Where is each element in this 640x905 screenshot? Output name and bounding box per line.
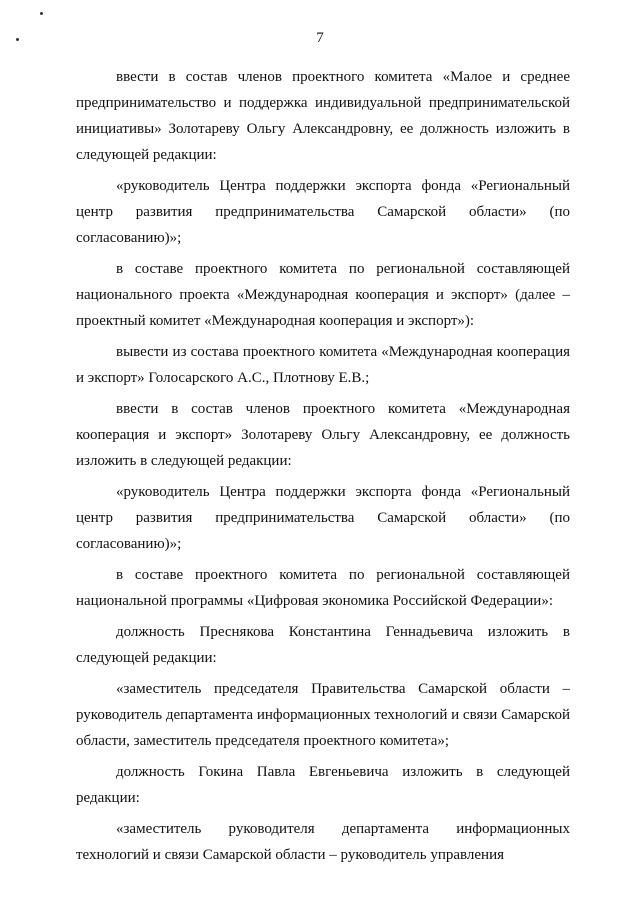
paragraph: вывести из состава проектного комитета «Международная кооперация и экспорт» Голосарского А.С., Плотнову Е.В.;: [76, 344, 570, 386]
paragraph: «руководитель Центра поддержки экспорта фонда «Региональный центр развития предпринимательства Самарской области» (по согласованию)»;: [76, 484, 570, 552]
paragraph: «заместитель председателя Правительства Самарской области – руководитель департамента информационных технологий и связи Самарской области, заместитель председателя проектного комитета»;: [76, 681, 570, 749]
paragraph: должность Гокина Павла Евгеньевича изложить в следующей редакции:: [76, 764, 570, 806]
paragraph: ввести в состав членов проектного комитета «Международная кооперация и экспорт» Золотареву Ольгу Александровну, ее должность изложить в следующей редакции:: [76, 401, 570, 469]
paragraph: должность Преснякова Константина Геннадьевича изложить в следующей редакции:: [76, 624, 570, 666]
page-number: 7: [316, 30, 324, 46]
paragraph: в составе проектного комитета по региональной составляющей национальной программы «Цифровая экономика Российской Федерации»:: [76, 567, 570, 609]
paragraph: «заместитель руководителя департамента информационных технологий и связи Самарской области – руководитель управления: [76, 821, 570, 863]
paragraph: в составе проектного комитета по региональной составляющей национального проекта «Международная кооперация и экспорт» (далее – проектный комитет «Международная кооперация и экспорт»):: [76, 261, 570, 329]
paragraph: «руководитель Центра поддержки экспорта фонда «Региональный центр развития предпринимательства Самарской области» (по согласованию)»;: [76, 178, 570, 246]
paragraph: ввести в состав членов проектного комитета «Малое и среднее предпринимательство и поддержка индивидуальной предпринимательской инициативы» Золотареву Ольгу Александровну, ее должность изложить в следующей редакции:: [76, 69, 570, 163]
scan-speck: [40, 12, 43, 15]
document-body: [76, 64, 570, 873]
